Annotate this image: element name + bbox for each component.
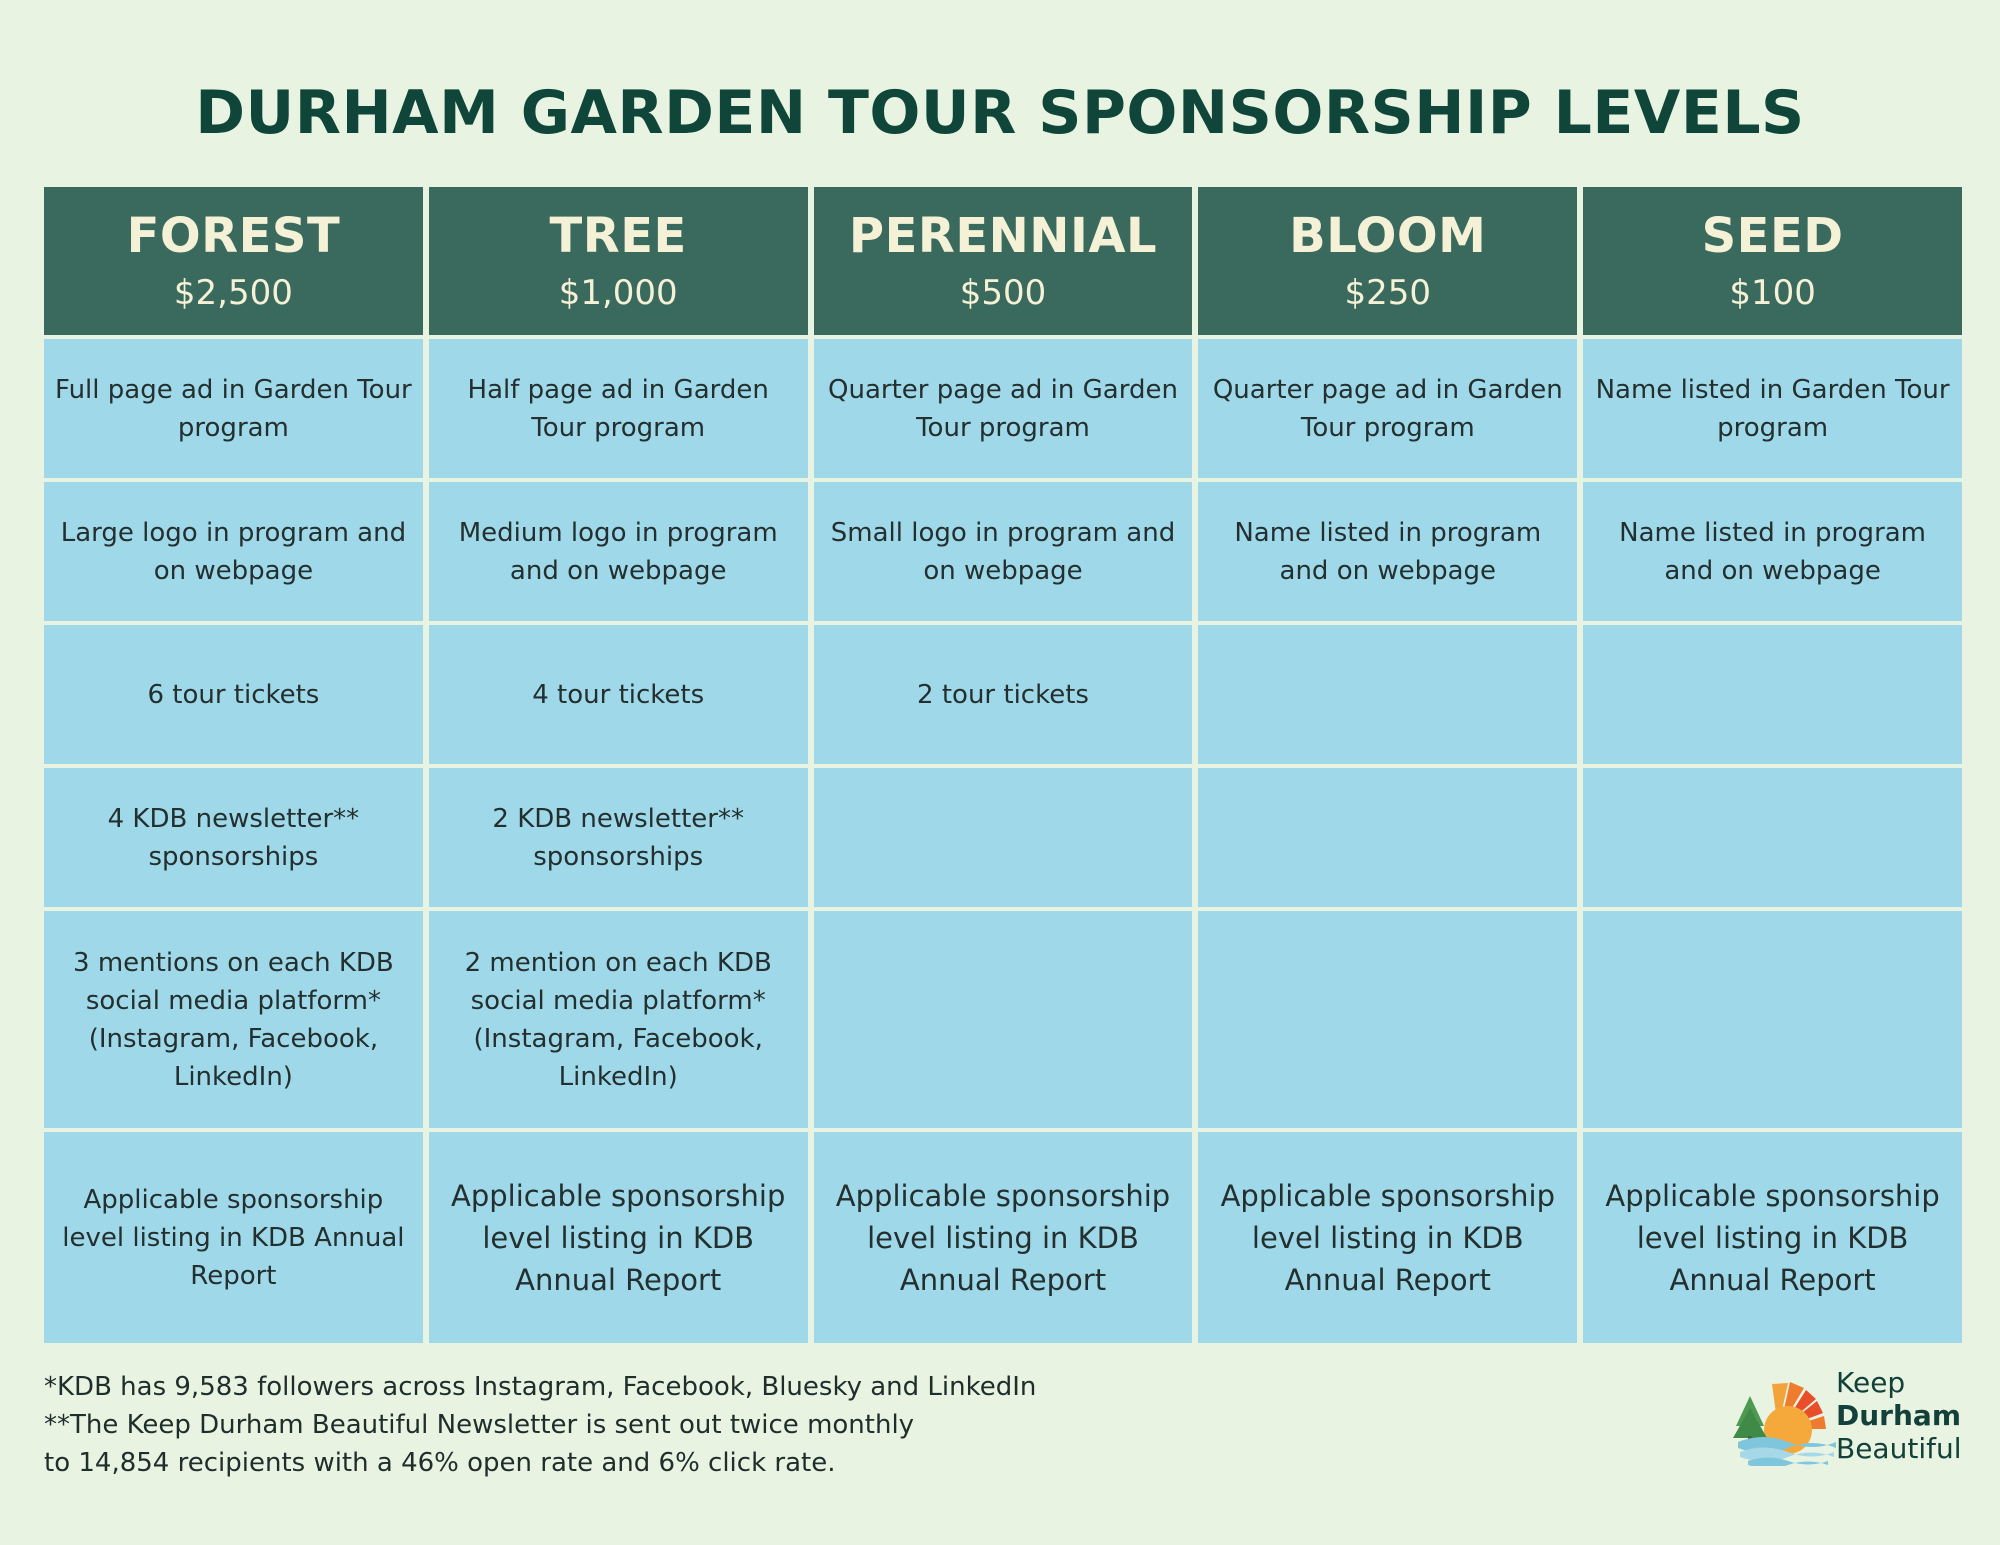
level-price: $100 (1729, 273, 1816, 313)
level-price: $1,000 (558, 273, 678, 313)
benefit-cell: Full page ad in Garden Tour program (44, 339, 423, 478)
header-bloom (1198, 187, 1577, 335)
benefit-cell: Applicable sponsorship level listing in KDB Annual Report (814, 1132, 1193, 1343)
benefit-cell (1198, 768, 1577, 907)
level-name: FOREST (126, 208, 341, 264)
level-price: $250 (1344, 273, 1432, 313)
benefit-cell: Applicable sponsorship level listing in KDB Annual Report (1198, 1132, 1577, 1343)
benefit-cell (814, 768, 1193, 907)
sponsorship-table (44, 187, 1962, 1339)
benefit-cell: Name listed in program and on webpage (1583, 482, 1962, 621)
logo-wordmark (1836, 1366, 1961, 1465)
level-name: PERENNIAL (848, 208, 1158, 264)
benefit-cell: Quarter page ad in Garden Tour program (1198, 339, 1577, 478)
header-seed (1583, 187, 1962, 335)
benefit-cell (1583, 625, 1962, 764)
benefit-cell: 2 KDB newsletter** sponsorships (429, 768, 808, 907)
level-name: BLOOM (1289, 208, 1487, 264)
benefit-cell (1198, 625, 1577, 764)
benefit-cell: 3 mentions on each KDB social media platform* (Instagram, Facebook, LinkedIn) (44, 911, 423, 1128)
level-name: SEED (1701, 208, 1844, 264)
footnotes (44, 1368, 1036, 1482)
level-name: TREE (549, 208, 687, 264)
benefit-cell: Name listed in program and on webpage (1198, 482, 1577, 621)
footnote-social: *KDB has 9,583 followers across Instagram, Facebook, Bluesky and LinkedIn (44, 1372, 1037, 1402)
logo-line-durham: Durham (1836, 1399, 1961, 1432)
footnote-newsletter-cont: to 14,854 recipients with a 46% open rate and 6% click rate. (44, 1448, 836, 1478)
benefit-cell: Quarter page ad in Garden Tour program (814, 339, 1193, 478)
benefit-cell: Applicable sponsorship level listing in KDB Annual Report (429, 1132, 808, 1343)
benefit-cell: 4 tour tickets (429, 625, 808, 764)
benefit-cell: 2 tour tickets (814, 625, 1193, 764)
benefit-cell: Small logo in program and on webpage (814, 482, 1193, 621)
benefit-cell: 2 mention on each KDB social media platform* (Instagram, Facebook, LinkedIn) (429, 911, 808, 1128)
page-title: DURHAM GARDEN TOUR SPONSORSHIP LEVELS (195, 78, 1805, 148)
logo-line-beautiful: Beautiful (1836, 1432, 1962, 1465)
benefit-cell: 6 tour tickets (44, 625, 423, 764)
benefit-cell: Applicable sponsorship level listing in KDB Annual Report (1583, 1132, 1962, 1343)
benefit-cell: Half page ad in Garden Tour program (429, 339, 808, 478)
tree (1733, 1396, 1767, 1444)
header-tree (429, 187, 808, 335)
footnote-newsletter: **The Keep Durham Beautiful Newsletter is sent out twice monthly (44, 1410, 915, 1440)
benefit-cell (1198, 911, 1577, 1128)
benefit-cell: 4 KDB newsletter** sponsorships (44, 768, 423, 907)
benefit-cell: Medium logo in program and on webpage (429, 482, 808, 621)
header-forest (44, 187, 423, 335)
logo-line-keep: Keep (1836, 1366, 1906, 1399)
benefit-cell (1583, 911, 1962, 1128)
benefit-cell: Name listed in Garden Tour program (1583, 339, 1962, 478)
level-price: $2,500 (173, 273, 293, 313)
benefit-cell: Applicable sponsorship level listing in KDB Annual Report (44, 1132, 423, 1343)
level-price: $500 (959, 273, 1047, 313)
benefit-cell (814, 911, 1193, 1128)
benefit-cell: Large logo in program and on webpage (44, 482, 423, 621)
header-perennial (814, 187, 1193, 335)
benefit-cell (1583, 768, 1962, 907)
